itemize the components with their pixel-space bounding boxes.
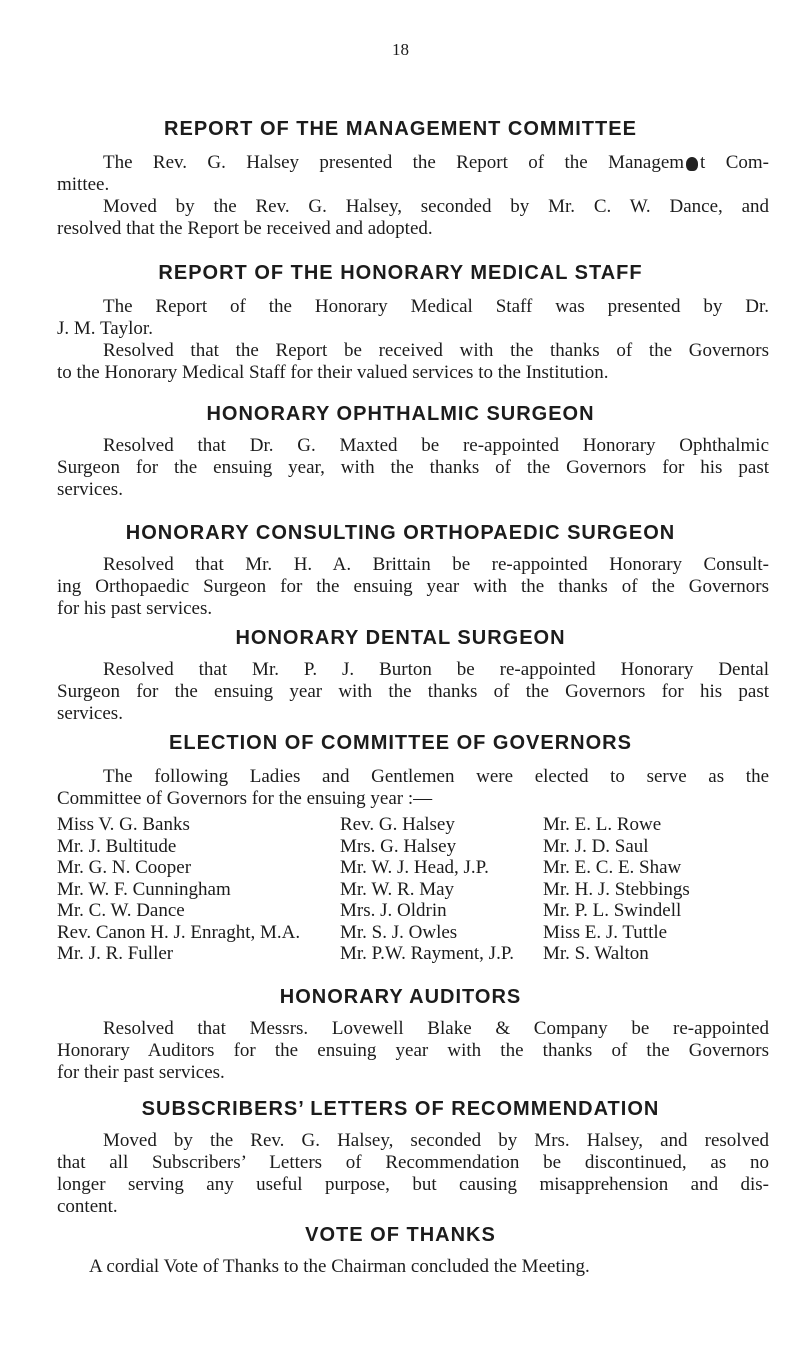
heading-vote-of-thanks: VOTE OF THANKS xyxy=(305,1224,496,1246)
member-column-3 xyxy=(543,814,690,965)
text-line: Resolved that the Report be received with the thanks of the Governors xyxy=(103,340,769,361)
text-line: The Report of the Honorary Medical Staff was presented by Dr. xyxy=(103,296,769,317)
text-line: Resolved that Mr. H. A. Brittain be re-appointed Honorary Consult- xyxy=(103,554,769,575)
member-name: Mr. C. W. Dance xyxy=(57,900,185,921)
paragraph-ophthalmic-surgeon xyxy=(57,435,769,501)
heading-orthopaedic-surgeon: HONORARY CONSULTING ORTHOPAEDIC SURGEON xyxy=(125,522,676,544)
paragraph-orthopaedic-surgeon xyxy=(57,554,769,620)
member-name: Mr. P. L. Swindell xyxy=(543,900,682,921)
member-column-1 xyxy=(57,814,300,965)
paragraph-vote-of-thanks xyxy=(57,1256,769,1278)
member-name: Mrs. G. Halsey xyxy=(340,835,457,857)
text-line: resolved that the Report be received and adopted. xyxy=(57,218,433,239)
member-name: Mr. H. J. Stebbings xyxy=(543,878,690,900)
text-line: Committee of Governors for the ensuing year :— xyxy=(57,788,433,809)
paragraph-subscribers-letters xyxy=(57,1130,769,1218)
member-name: Mr. W. F. Cunningham xyxy=(57,878,231,900)
text-line: Resolved that Mr. P. J. Burton be re-appointed Honorary Dental xyxy=(103,659,769,680)
member-name: Mr. J. R. Fuller xyxy=(57,943,174,964)
heading-subscribers-letters: SUBSCRIBERS’ LETTERS OF RECOMMENDATION xyxy=(141,1098,660,1120)
text-line: The following Ladies and Gentlemen were elected to serve as the xyxy=(103,766,769,787)
member-name: Mr. J. D. Saul xyxy=(543,835,649,857)
member-name: Mr. S. J. Owles xyxy=(340,921,458,943)
member-name: Mr. J. Bultitude xyxy=(57,835,177,857)
member-name: Rev. Canon H. J. Enraght, M.A. xyxy=(57,921,301,943)
text-line: Resolved that Messrs. Lovewell Blake & Company be re-appointed xyxy=(103,1018,769,1039)
heading-medical-staff: REPORT OF THE HONORARY MEDICAL STAFF xyxy=(158,262,643,284)
member-name: Miss V. G. Banks xyxy=(57,814,190,835)
text-line: J. M. Taylor. xyxy=(57,318,153,339)
text-line: Moved by the Rev. G. Halsey, seconded by Mr. C. W. Dance, and xyxy=(103,196,769,217)
text-line: A cordial Vote of Thanks to the Chairman concluded the Meeting. xyxy=(89,1256,590,1277)
heading-election-committee: ELECTION OF COMMITTEE OF GOVERNORS xyxy=(169,732,632,754)
page-number: 18 xyxy=(392,40,409,59)
member-name: Mr. E. L. Rowe xyxy=(543,814,662,835)
member-name: Mrs. J. Oldrin xyxy=(340,900,447,921)
member-name: Mr. E. C. E. Shaw xyxy=(543,857,682,878)
member-name: Mr. W. J. Head, J.P. xyxy=(340,857,489,878)
text-line: The Rev. G. Halsey presented the Report of the Managem t Com- xyxy=(103,152,769,173)
text-line: to the Honorary Medical Staff for their valued services to the Institution. xyxy=(57,362,609,383)
paragraph-medical-staff xyxy=(57,296,769,384)
member-name: Mr. G. N. Cooper xyxy=(57,857,192,878)
blot-mark xyxy=(686,157,698,171)
member-name: Mr. P.W. Rayment, J.P. xyxy=(340,943,515,964)
text-line: services. xyxy=(57,703,123,724)
member-name: Mr. S. Walton xyxy=(543,943,649,964)
text-line: that all Subscribers’ Letters of Recommendation be discontinued, as no xyxy=(57,1152,769,1173)
text-line: Surgeon for the ensuing year with the thanks of the Governors for his past xyxy=(57,681,769,702)
text-line: for their past services. xyxy=(57,1062,225,1083)
member-column-2 xyxy=(340,814,514,965)
text-line: content. xyxy=(57,1196,118,1217)
heading-management-committee: REPORT OF THE MANAGEMENT COMMITTEE xyxy=(164,118,637,140)
member-name: Rev. G. Halsey xyxy=(340,814,455,835)
heading-dental-surgeon: HONORARY DENTAL SURGEON xyxy=(235,627,566,649)
paragraph-dental-surgeon xyxy=(57,659,769,725)
text-line: mittee. xyxy=(57,174,110,195)
text-line: Honorary Auditors for the ensuing year with the thanks of the Governors xyxy=(57,1040,769,1061)
text-line: for his past services. xyxy=(57,598,213,619)
text-line: longer serving any useful purpose, but causing misapprehension and dis- xyxy=(57,1174,769,1195)
text-line: Surgeon for the ensuing year, with the thanks of the Governors for his past xyxy=(57,457,769,478)
paragraph-election-committee xyxy=(57,766,769,810)
paragraph-management-committee xyxy=(57,152,769,240)
heading-auditors: HONORARY AUDITORS xyxy=(279,986,522,1008)
member-name: Mr. W. R. May xyxy=(340,878,455,900)
text-line: Resolved that Dr. G. Maxted be re-appointed Honorary Ophthalmic xyxy=(103,435,769,456)
heading-ophthalmic-surgeon: HONORARY OPHTHALMIC SURGEON xyxy=(206,403,595,425)
paragraph-auditors xyxy=(57,1018,769,1084)
text-line: services. xyxy=(57,479,123,500)
committee-member-list xyxy=(57,814,777,964)
member-name: Miss E. J. Tuttle xyxy=(543,921,668,943)
text-line: Moved by the Rev. G. Halsey, seconded by Mrs. Halsey, and resolved xyxy=(103,1130,769,1151)
text-line: ing Orthopaedic Surgeon for the ensuing year with the thanks of the Governors xyxy=(57,576,769,597)
